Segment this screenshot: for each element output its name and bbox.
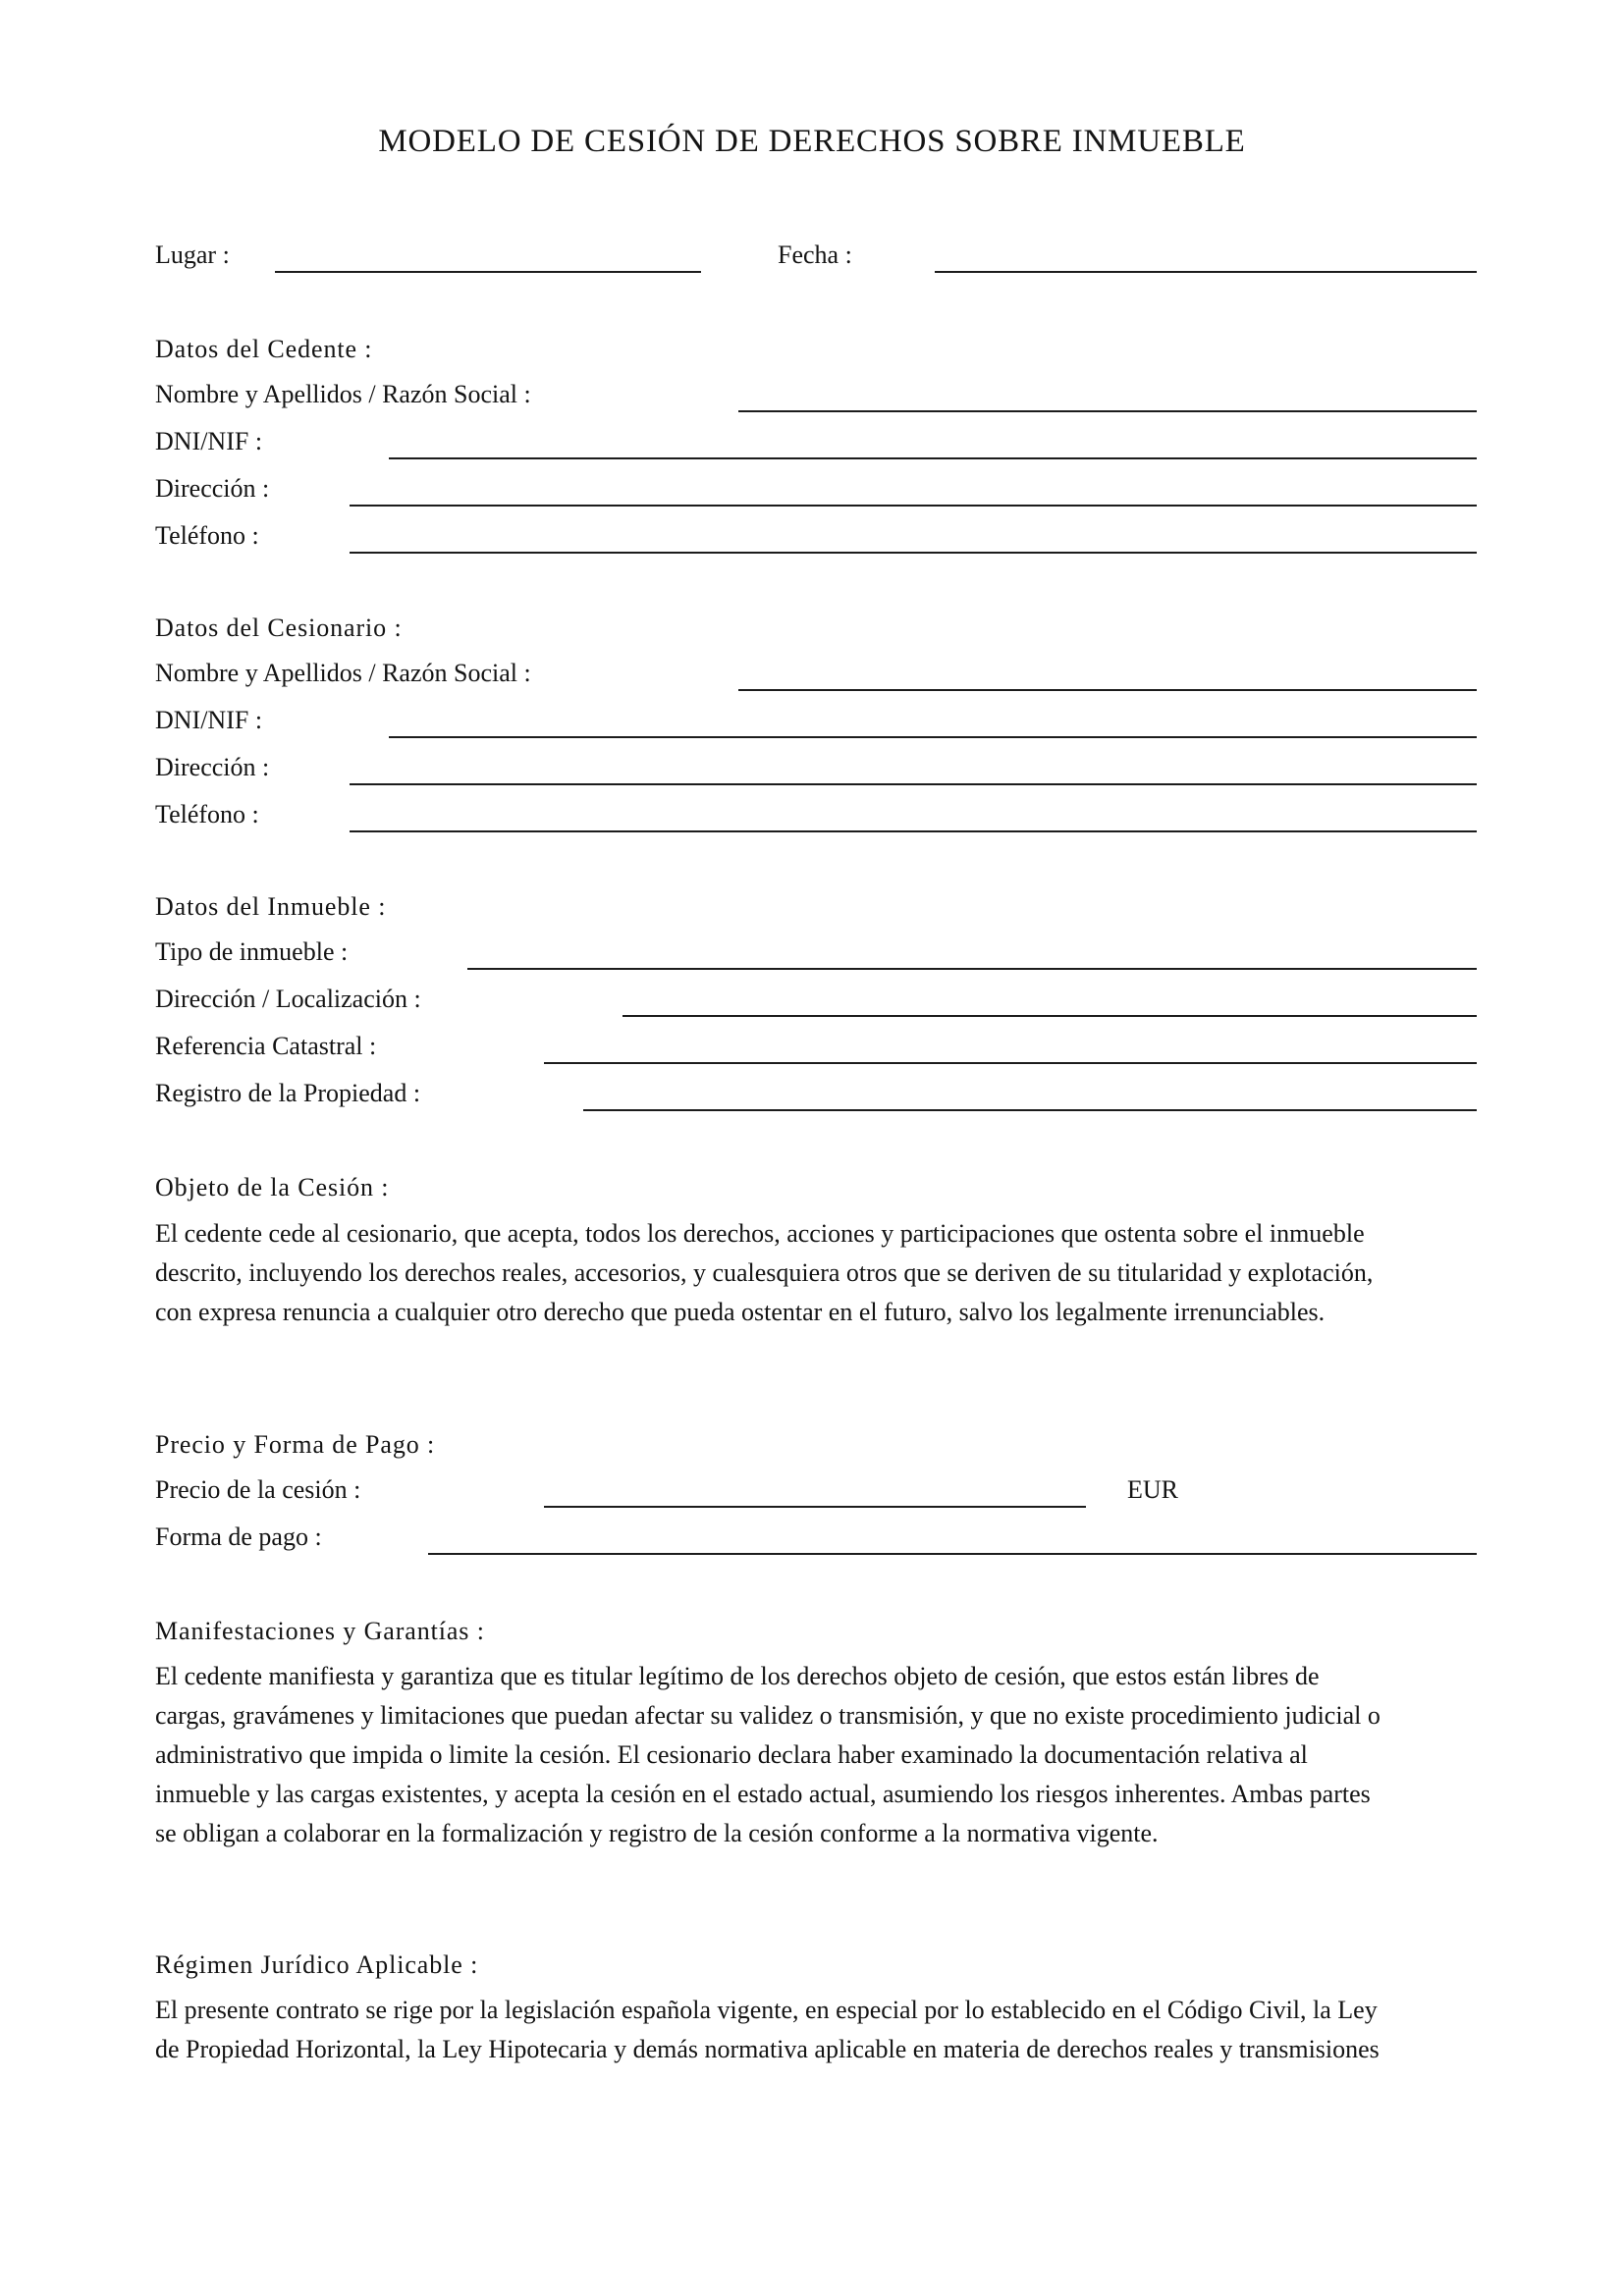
lugar-label: Lugar : bbox=[155, 240, 230, 269]
inmueble-direccion-label: Dirección / Localización : bbox=[155, 985, 421, 1013]
inmueble-heading: Datos del Inmueble : bbox=[155, 892, 387, 921]
regimen-line: de Propiedad Horizontal, la Ley Hipotecaria y demás normativa aplicable en materia de derechos reales y transmisiones bbox=[155, 2035, 1380, 2063]
cedente-dni-row bbox=[155, 418, 1477, 465]
inmueble-registro-field[interactable] bbox=[583, 1109, 1477, 1111]
manifestaciones-line: administrativo que impida o limite la cesión. El cesionario declara haber examinado la documentación relativa al bbox=[155, 1740, 1308, 1769]
fecha-label: Fecha : bbox=[778, 240, 852, 269]
forma-pago-row bbox=[155, 1514, 1477, 1561]
forma-pago-field[interactable] bbox=[428, 1553, 1477, 1555]
cedente-telefono-field[interactable] bbox=[350, 552, 1477, 554]
cesionario-direccion-field[interactable] bbox=[350, 783, 1477, 785]
objeto-line: descrito, incluyendo los derechos reales, accesorios, y cualesquiera otros que se deriven de su titularidad y explotación, bbox=[155, 1258, 1374, 1287]
inmueble-registro-row bbox=[155, 1070, 1477, 1117]
cedente-direccion-row bbox=[155, 465, 1477, 512]
inmueble-referencia-field[interactable] bbox=[544, 1062, 1477, 1064]
cedente-nombre-label: Nombre y Apellidos / Razón Social : bbox=[155, 380, 531, 408]
cedente-dni-label: DNI/NIF : bbox=[155, 427, 263, 455]
inmueble-direccion-field[interactable] bbox=[623, 1015, 1477, 1017]
inmueble-tipo-row bbox=[155, 929, 1477, 976]
cesionario-dni-label: DNI/NIF : bbox=[155, 706, 263, 734]
manifestaciones-line: cargas, gravámenes y limitaciones que puedan afectar su validez o transmisión, y que no existe procedimiento judicial o bbox=[155, 1701, 1380, 1730]
cesionario-telefono-label: Teléfono : bbox=[155, 800, 259, 828]
inmueble-direccion-row bbox=[155, 976, 1477, 1023]
fecha-field[interactable] bbox=[935, 271, 1477, 273]
forma-pago-label: Forma de pago : bbox=[155, 1522, 322, 1551]
precio-cesion-row bbox=[155, 1467, 1477, 1514]
cedente-telefono-label: Teléfono : bbox=[155, 521, 259, 550]
inmueble-registro-label: Registro de la Propiedad : bbox=[155, 1079, 421, 1107]
cedente-direccion-label: Dirección : bbox=[155, 474, 270, 503]
manifestaciones-paragraph bbox=[155, 1657, 1481, 1853]
inmueble-tipo-field[interactable] bbox=[467, 968, 1477, 970]
manifestaciones-line: inmueble y las cargas existentes, y acepta la cesión en el estado actual, asumiendo los riesgos inherentes. Ambas partes bbox=[155, 1780, 1371, 1808]
cedente-direccion-field[interactable] bbox=[350, 505, 1477, 507]
cedente-heading: Datos del Cedente : bbox=[155, 335, 373, 363]
inmueble-referencia-label: Referencia Catastral : bbox=[155, 1032, 377, 1060]
cesionario-dni-row bbox=[155, 697, 1477, 744]
objeto-line: con expresa renuncia a cualquier otro derecho que pueda ostentar en el futuro, salvo los legalmente irrenunciables. bbox=[155, 1298, 1326, 1326]
cesionario-direccion-label: Dirección : bbox=[155, 753, 270, 781]
cesionario-nombre-row bbox=[155, 650, 1477, 697]
precio-cesion-field[interactable] bbox=[544, 1506, 1086, 1508]
objeto-heading: Objeto de la Cesión : bbox=[155, 1173, 390, 1201]
precio-cesion-label: Precio de la cesión : bbox=[155, 1475, 361, 1504]
cesionario-nombre-label: Nombre y Apellidos / Razón Social : bbox=[155, 659, 531, 687]
place-date-row bbox=[155, 232, 1477, 279]
cedente-dni-field[interactable] bbox=[389, 457, 1477, 459]
cedente-nombre-field[interactable] bbox=[738, 410, 1477, 412]
inmueble-referencia-row bbox=[155, 1023, 1477, 1070]
inmueble-tipo-label: Tipo de inmueble : bbox=[155, 937, 349, 966]
regimen-line: El presente contrato se rige por la legislación española vigente, en especial por lo establecido en el Código Civil, la Ley bbox=[155, 1996, 1378, 2024]
precio-heading: Precio y Forma de Pago : bbox=[155, 1430, 436, 1459]
document-title: MODELO DE CESIÓN DE DERECHOS SOBRE INMUEBLE bbox=[378, 124, 1246, 159]
manifestaciones-heading: Manifestaciones y Garantías : bbox=[155, 1617, 485, 1645]
cesionario-direccion-row bbox=[155, 744, 1477, 791]
cesionario-telefono-field[interactable] bbox=[350, 830, 1477, 832]
regimen-paragraph bbox=[155, 1991, 1481, 2069]
cedente-telefono-row bbox=[155, 512, 1477, 560]
objeto-paragraph bbox=[155, 1214, 1481, 1332]
cesionario-telefono-row bbox=[155, 791, 1477, 838]
manifestaciones-line: El cedente manifiesta y garantiza que es titular legítimo de los derechos objeto de cesión, que estos están libres de bbox=[155, 1662, 1320, 1690]
cesionario-dni-field[interactable] bbox=[389, 736, 1477, 738]
currency-label: EUR bbox=[1127, 1475, 1178, 1504]
lugar-field[interactable] bbox=[275, 271, 701, 273]
objeto-line: El cedente cede al cesionario, que acepta, todos los derechos, acciones y participaciones que ostenta sobre el inmueble bbox=[155, 1219, 1365, 1248]
cedente-nombre-row bbox=[155, 371, 1477, 418]
cesionario-nombre-field[interactable] bbox=[738, 689, 1477, 691]
manifestaciones-line: se obligan a colaborar en la formalización y registro de la cesión conforme a la normativa vigente. bbox=[155, 1819, 1159, 1847]
regimen-heading: Régimen Jurídico Aplicable : bbox=[155, 1950, 479, 1979]
cesionario-heading: Datos del Cesionario : bbox=[155, 614, 403, 642]
